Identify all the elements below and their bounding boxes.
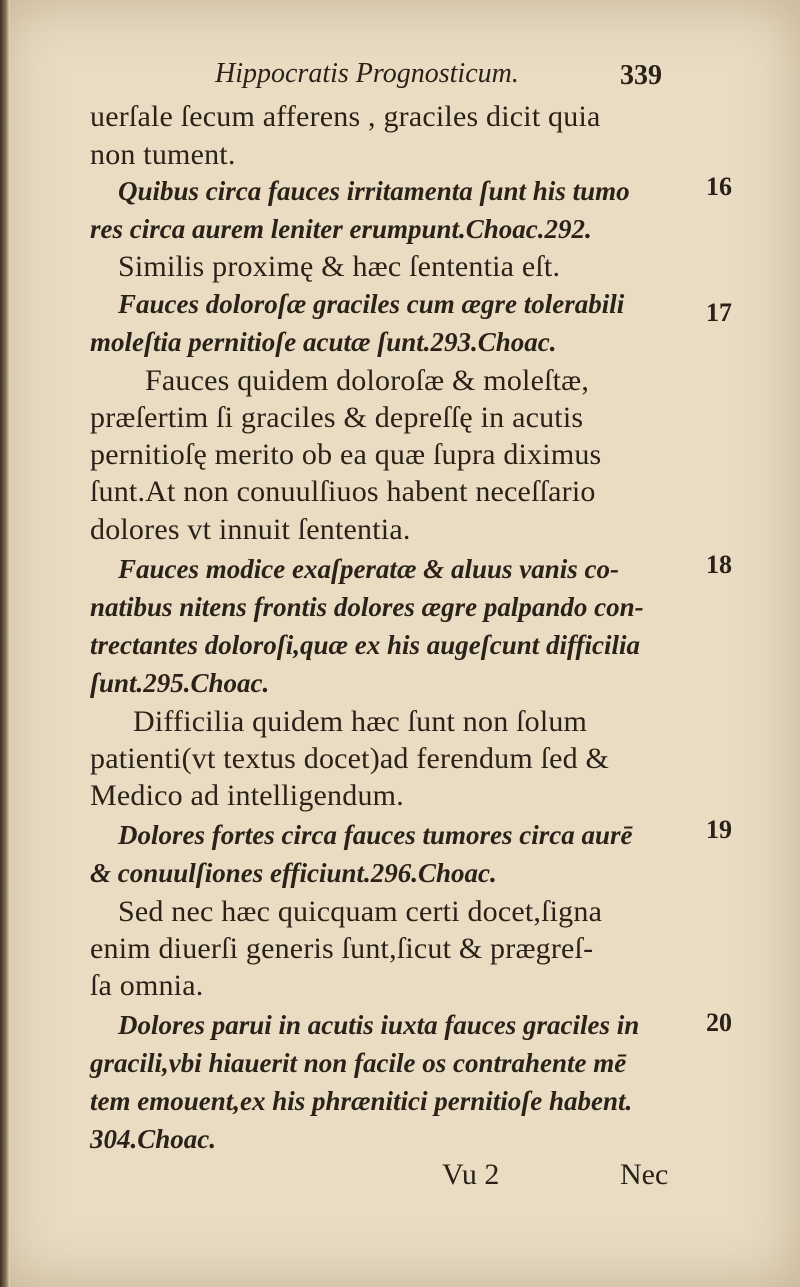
text-line: Similis proximę & hæc ſententia eſt. — [118, 250, 561, 283]
text-line: Difficilia quidem hæc ſunt non ſolum — [133, 705, 588, 738]
text-line: enim diuerſi generis ſunt,ſicut & prægreſ- — [90, 932, 594, 965]
text-line: Fauces quidem doloroſæ & moleſtæ, — [145, 364, 590, 397]
aphorism-line: trectantes doloroſi,quæ ex his augeſcunt difficilia — [90, 630, 641, 660]
aphorism-line: 304.Choac. — [90, 1124, 217, 1154]
margin-number: 20 — [706, 1008, 732, 1037]
aphorism-line: tem emouent,ex his phrænitici pernitioſe habent. — [90, 1086, 633, 1116]
page-number: 339 — [620, 60, 662, 91]
aphorism-line: gracili,vbi hiauerit non facile os contrahente mē — [90, 1048, 627, 1078]
catchword: Nec — [620, 1158, 669, 1191]
text-line: pernitioſę merito ob ea quæ ſupra diximus — [90, 438, 602, 471]
text-line: non tument. — [90, 138, 236, 171]
text-line: dolores vt innuit ſententia. — [90, 513, 411, 546]
text-line: ſunt.At non conuulſiuos habent neceſſario — [90, 475, 596, 508]
text-line: Medico ad intelligendum. — [90, 779, 404, 812]
page-spine-shadow — [0, 0, 10, 1287]
aphorism-line: ſunt.295.Choac. — [90, 668, 270, 698]
margin-number: 16 — [706, 172, 732, 201]
aphorism-line: Dolores parui in acutis iuxta fauces graciles in — [118, 1010, 640, 1040]
aphorism-line: & conuulſiones efficiunt.296.Choac. — [90, 858, 497, 888]
margin-number: 19 — [706, 815, 732, 844]
aphorism-line: res circa aurem leniter erumpunt.Choac.292. — [90, 214, 592, 244]
margin-number: 18 — [706, 550, 732, 579]
aphorism-line: Fauces modice exaſperatæ & aluus vanis co- — [118, 554, 619, 584]
aphorism-line: moleſtia pernitioſe acutæ ſunt.293.Choac. — [90, 327, 557, 357]
text-line: Sed nec hæc quicquam certi docet,ſigna — [118, 895, 603, 928]
running-header-title: Hippocratis Prognosticum. — [215, 58, 519, 89]
text-line: ſa omnia. — [90, 969, 204, 1002]
text-line: patienti(vt textus docet)ad ferendum ſed & — [90, 742, 610, 775]
signature-mark: Vu 2 — [442, 1158, 500, 1191]
aphorism-line: Quibus circa fauces irritamenta ſunt his tumo — [118, 176, 630, 206]
text-line: præſertim ſi graciles & depreſſę in acutis — [90, 401, 584, 434]
aphorism-line: Dolores fortes circa fauces tumores circa aurē — [118, 820, 633, 850]
aphorism-line: Fauces doloroſæ graciles cum ægre tolerabili — [118, 289, 625, 319]
aphorism-line: natibus nitens frontis dolores ægre palpando con- — [90, 592, 644, 622]
text-line: uerſale ſecum afferens , graciles dicit quia — [90, 100, 601, 133]
margin-number: 17 — [706, 298, 732, 327]
